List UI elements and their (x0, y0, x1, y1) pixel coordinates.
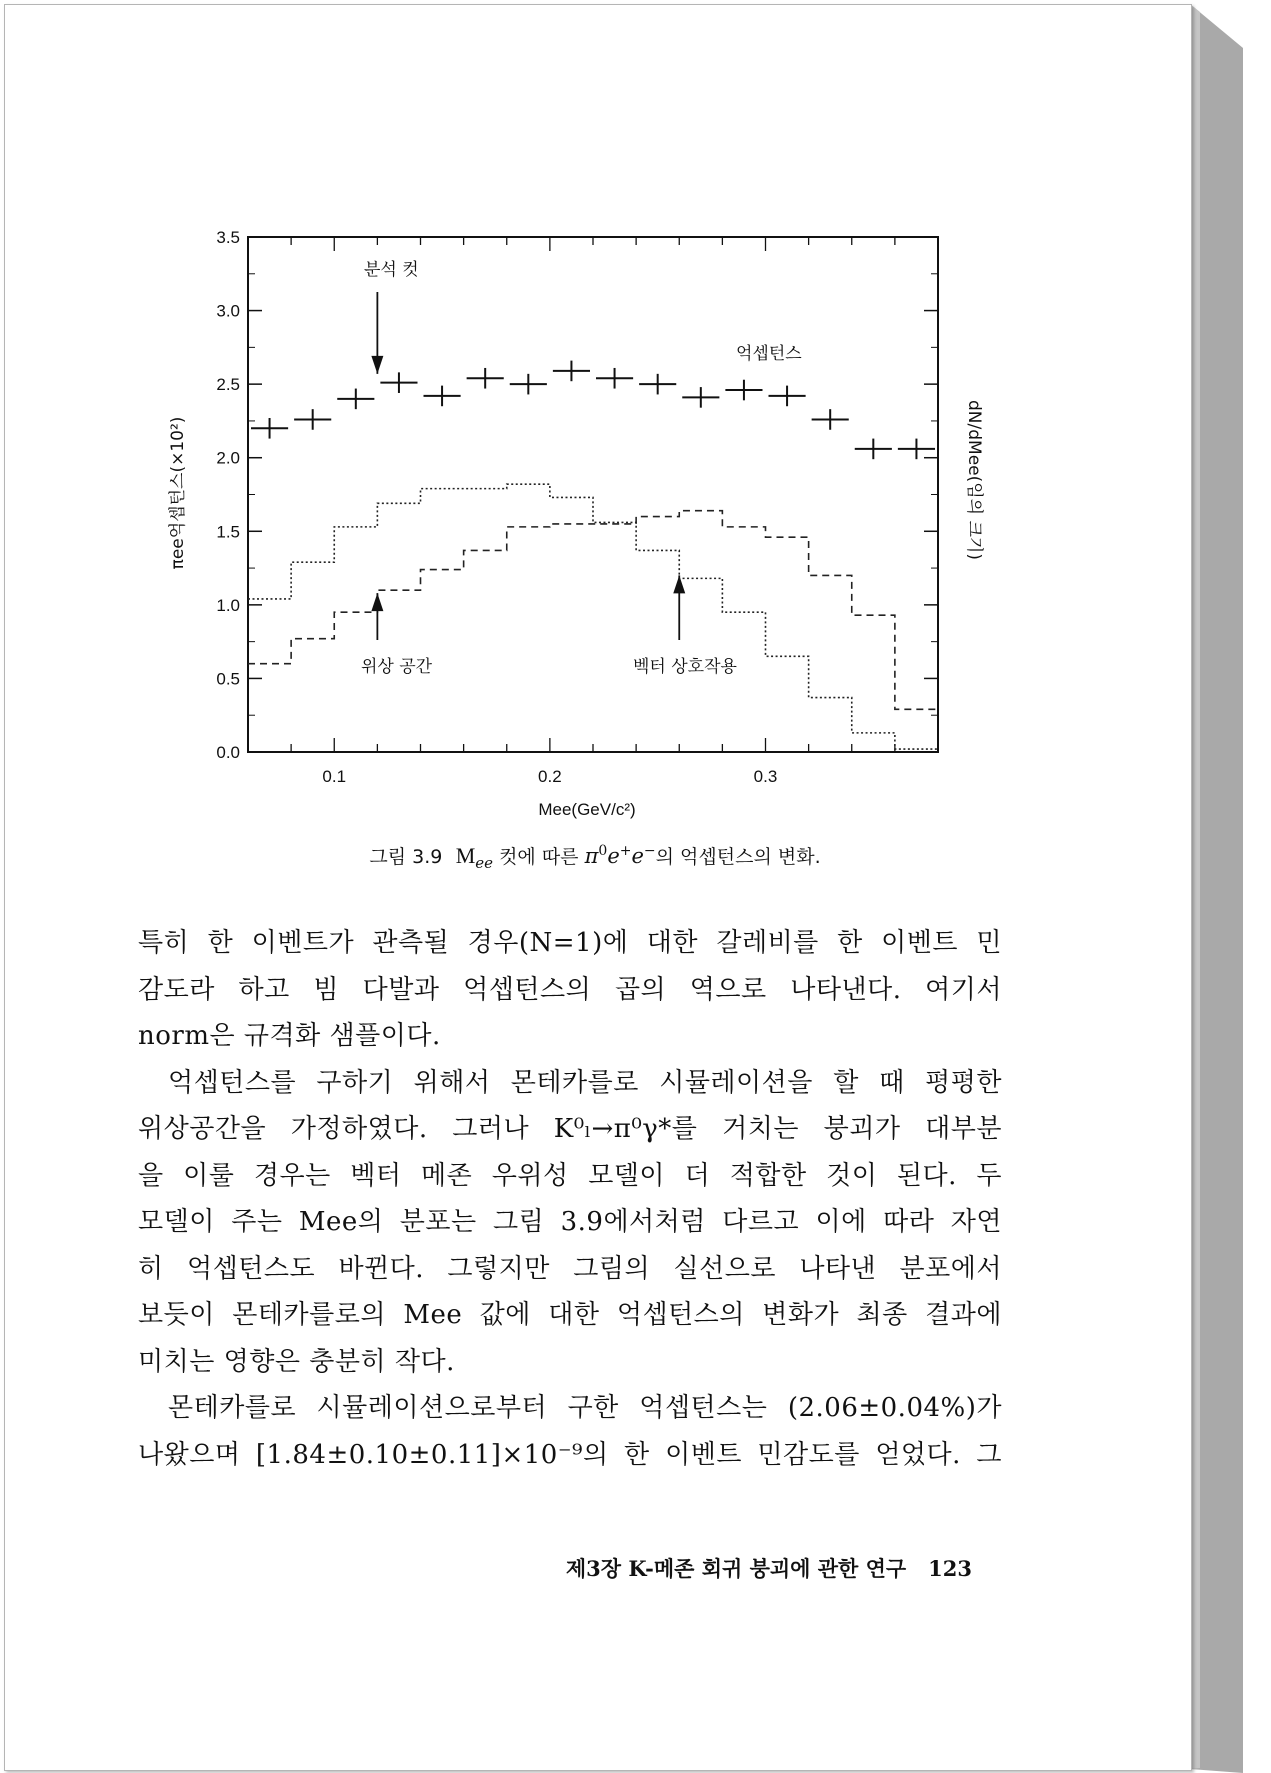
caption-e1-sup: + (619, 843, 632, 859)
x-axis-label: Mee(GeV/c²) (538, 800, 636, 819)
body-text (138, 920, 1002, 1478)
caption-e2-sup: − (643, 843, 656, 859)
page-number: 123 (928, 1556, 972, 1581)
acceptance-point (467, 368, 504, 389)
y-tick-label: 1.5 (216, 522, 240, 542)
acceptance-series (251, 361, 935, 460)
caption-tail: 의 억셉턴스의 변화. (655, 846, 821, 868)
acceptance-point (855, 439, 892, 460)
acceptance-point (769, 386, 806, 407)
caption-pi-sup: 0 (598, 843, 608, 859)
annotation-cut-label: 분석 컷 (364, 260, 419, 280)
caption-prefix: 그림 3.9 (369, 846, 443, 868)
acceptance-point (251, 418, 288, 439)
acceptance-point (424, 386, 461, 407)
y-tick-label: 1.0 (216, 595, 240, 615)
text-line: 위상공간을 가정하였다. 그러나 K⁰ₗ→π⁰γ*를 거치는 붕괴가 대부분 (138, 1114, 1002, 1144)
caption-mee: M (455, 843, 476, 868)
text-line: 을 이룰 경우는 벡터 메존 우위성 모델이 더 적합한 것이 된다. 두 (138, 1160, 1002, 1191)
acceptance-point (553, 361, 590, 382)
figure-caption (0, 842, 1190, 872)
text-line: 억셉턴스를 구하기 위해서 몬테카를로 시뮬레이션을 할 때 평평한 (168, 1067, 1002, 1098)
caption-e1: e (607, 844, 620, 868)
vector-histogram (248, 511, 938, 710)
caption-mee-sub: ee (475, 854, 494, 873)
paragraph-3 (138, 1385, 1002, 1478)
text-line: 감도라 하고 빔 다발과 억셉턴스의 곱의 역으로 나타낸다. 여기서 (138, 974, 1002, 1005)
y-axis-label: πee억셉턴스(×10²) (168, 416, 188, 570)
text-line: norm은 규격화 샘플이다. (138, 1021, 441, 1051)
running-footer (480, 1553, 972, 1583)
y-tick-label: 3.0 (216, 301, 240, 321)
y-tick-label: 2.5 (216, 375, 240, 395)
y-tick-label: 3.5 (216, 228, 240, 247)
acceptance-point (682, 387, 719, 408)
x-tick-label: 0.2 (538, 767, 562, 786)
y-tick-label: 0.5 (216, 669, 240, 689)
text-line: 미치는 영향은 충분히 작다. (138, 1346, 455, 1377)
phase-space-arrow (371, 593, 383, 640)
vector-arrow (673, 575, 685, 640)
x-tick-label: 0.3 (753, 767, 778, 786)
y-tick-label: 2.0 (216, 448, 240, 468)
caption-middle: 컷에 따른 (493, 846, 585, 868)
annotation-phase-space-label: 위상 공간 (361, 657, 433, 677)
text-line: 몬테카를로 시뮬레이션으로부터 구한 억셉턴스는 (2.06±0.04%)가 (168, 1393, 1002, 1423)
y-tick-label: 0.0 (216, 743, 240, 762)
acceptance-point (639, 374, 676, 395)
text-line: 보듯이 몬테카를로의 Mee 값에 대한 억셉턴스의 변화가 최종 결과에 (138, 1300, 1002, 1330)
cut-arrow (371, 292, 383, 374)
paragraph-2 (138, 1060, 1002, 1386)
chart-series (248, 361, 938, 749)
text-line: 히 억셉턴스도 바뀐다. 그렇지만 그림의 실선으로 나타낸 분포에서 (138, 1253, 1002, 1284)
annotation-vector-label: 벡터 상호작용 (633, 657, 737, 677)
paragraph-1 (138, 920, 1002, 1060)
text-line: 특히 한 이벤트가 관측될 경우(N=1)에 대한 갈레비를 한 이벤트 민 (138, 928, 1002, 958)
acceptance-chart (0, 0, 1190, 840)
caption-e2: e (631, 844, 644, 868)
histogram-line (248, 511, 938, 710)
acceptance-point (510, 374, 547, 395)
acceptance-point (380, 372, 417, 393)
acceptance-point (812, 409, 849, 430)
acceptance-point (898, 439, 935, 460)
x-tick-label: 0.1 (322, 767, 347, 786)
annotation-acceptance-label: 억셉턴스 (736, 344, 802, 364)
acceptance-point (596, 368, 633, 389)
plot-border (248, 237, 938, 752)
acceptance-point (294, 409, 331, 430)
chart-annotations (361, 260, 802, 677)
acceptance-point (337, 389, 374, 410)
arrow-head (371, 593, 383, 611)
caption-pi: π (584, 844, 599, 868)
footer-chapter: 제3장 K-메존 회귀 붕괴에 관한 연구 (565, 1556, 907, 1581)
axis-ticks (216, 228, 938, 786)
text-line: 모델이 주는 Mee의 분포는 그림 3.9에서처럼 다르고 이에 따라 자연 (138, 1207, 1002, 1237)
arrow-head (371, 356, 383, 374)
right-axis-label: dN/dMee(임의 크기) (964, 400, 984, 560)
text-line: 나왔으며 [1.84±0.10±0.11]×10⁻⁹의 한 이벤트 민감도를 얻었다. 그 (138, 1439, 1002, 1470)
plot-frame (248, 237, 938, 752)
acceptance-point (725, 380, 762, 401)
